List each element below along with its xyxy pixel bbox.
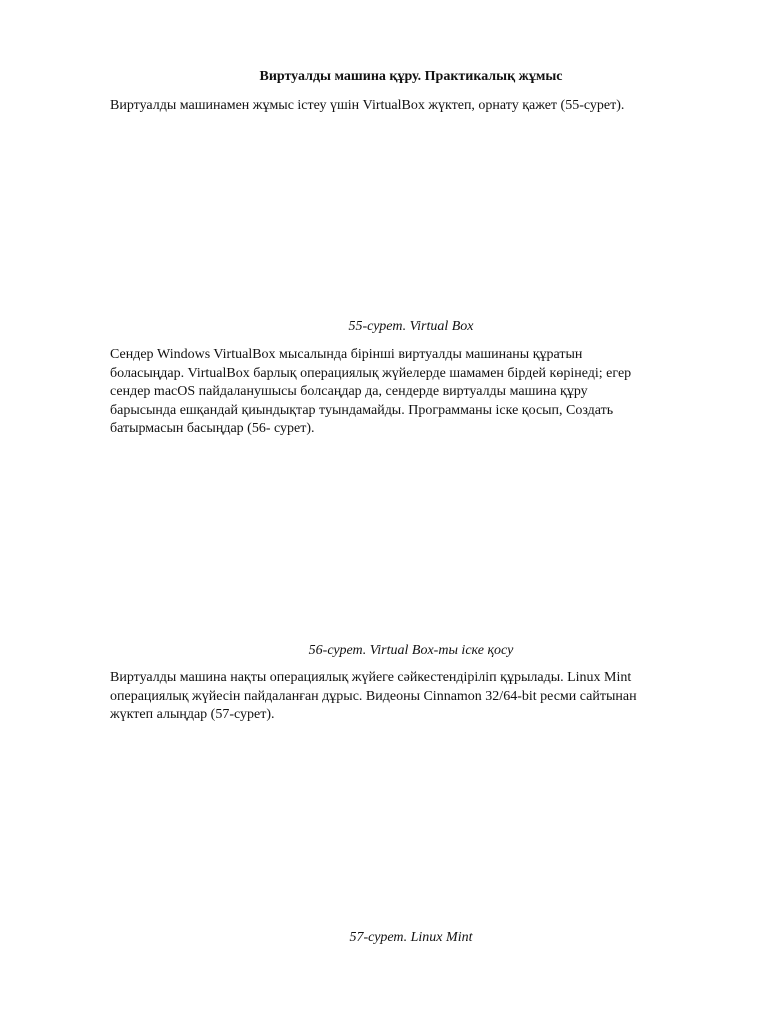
paragraph-line: Виртуалды машинамен жұмыс істеу үшін VirtualBox жүктеп, орнату қажет (55-сурет).: [110, 98, 625, 113]
paragraph-line: сендер macOS пайдаланушысы болсаңдар да, сендерде виртуалды машина құру: [110, 384, 588, 399]
paragraph-virtualbox-windows: [110, 346, 710, 439]
paragraph-line: операциялық жүйесін пайдаланған дұрыс. Видеоны Cinnamon 32/64-bit ресми сайтынан: [110, 688, 637, 704]
paragraph-intro: [110, 97, 710, 116]
paragraph-line: барысында ешқандай қиындықтар туындамайды. Программаны іске қосып, Создать: [110, 402, 614, 418]
figure-caption-56: 56-сурет. Virtual Box-ты іске қосу: [308, 643, 514, 658]
figure-caption-55: 55-сурет. Virtual Box: [348, 319, 474, 334]
paragraph-linux-mint: [110, 669, 710, 725]
paragraph-line: батырмасын басыңдар (56- сурет).: [110, 421, 315, 436]
paragraph-line: Виртуалды машина нақты операциялық жүйеге сәйкестендіріліп құрылады. Linux Mint: [110, 670, 632, 685]
paragraph-line: жүктеп алыңдар (57-сурет).: [110, 707, 275, 722]
document-title: Виртуалды машина құру. Практикалық жұмыс: [259, 69, 563, 84]
paragraph-line: Сендер Windows VirtualBox мысалында бірінші виртуалды машинаны құратын: [110, 347, 583, 362]
figure-caption-57: 57-сурет. Linux Mint: [349, 930, 473, 945]
paragraph-line: боласыңдар. VirtualBox барлық операциялық жүйелерде шамамен бірдей көрінеді; егер: [110, 365, 632, 381]
